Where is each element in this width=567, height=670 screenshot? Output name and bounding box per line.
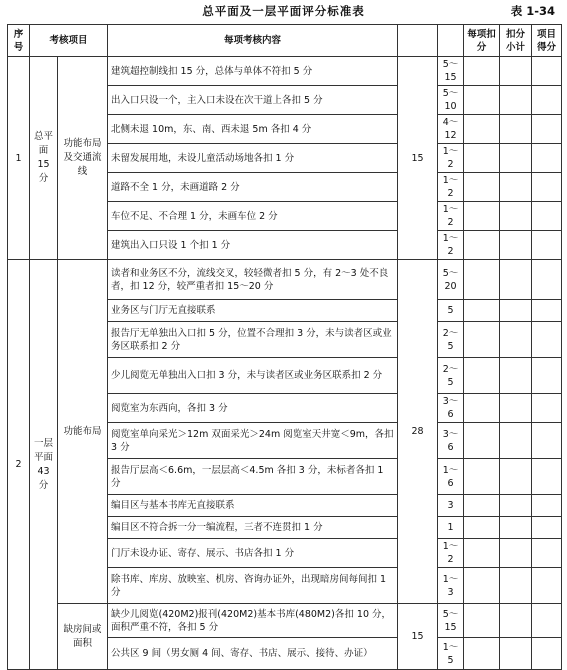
deduct-each-cell[interactable]	[464, 231, 500, 260]
deduction-range: 5	[438, 300, 464, 322]
deduct-each-cell[interactable]	[464, 144, 500, 173]
deduct-each-cell[interactable]	[464, 459, 500, 495]
criterion-text: 出入口只设一个，主入口未设在次干道上各扣 5 分	[108, 86, 398, 115]
subgroup-name: 缺房间或面积	[58, 604, 108, 670]
table-row	[8, 57, 562, 86]
header-row	[8, 25, 562, 57]
criterion-text: 建筑出入口只设 1 个扣 1 分	[108, 231, 398, 260]
deduction-range: 3～6	[438, 394, 464, 423]
criterion-text: 报告厅无单独出入口扣 5 分，位置不合理扣 3 分，未与读者区或业务区联系扣 2 分	[108, 322, 398, 358]
subgroup-score: 15	[398, 604, 438, 670]
criterion-text: 北侧未退 10m，东、南、西未退 5m 各扣 4 分	[108, 115, 398, 144]
deduct-each-cell[interactable]	[464, 86, 500, 115]
item-score-cell[interactable]	[532, 115, 562, 144]
criterion-text: 报告厅层高＜6.6m，一层层高＜4.5m 各扣 3 分，未标者各扣 1 分	[108, 459, 398, 495]
header-blank-2	[438, 25, 464, 57]
deduction-range: 1～2	[438, 173, 464, 202]
deduct-each-cell[interactable]	[464, 260, 500, 300]
deduct-subtotal-cell[interactable]	[500, 358, 532, 394]
item-score-cell[interactable]	[532, 202, 562, 231]
deduction-range: 1～5	[438, 638, 464, 670]
criterion-text: 少儿阅览无单独出入口扣 3 分，未与读者区或业务区联系扣 2 分	[108, 358, 398, 394]
subgroup-name: 功能布局及交通流线	[58, 57, 108, 260]
header-seq: 序号	[8, 25, 30, 57]
deduct-subtotal-cell[interactable]	[500, 115, 532, 144]
criterion-text: 门厅未设办证、寄存、展示、书店各扣 1 分	[108, 539, 398, 568]
item-score-cell[interactable]	[532, 144, 562, 173]
deduct-each-cell[interactable]	[464, 517, 500, 539]
deduct-each-cell[interactable]	[464, 173, 500, 202]
deduct-each-cell[interactable]	[464, 568, 500, 604]
deduct-subtotal-cell[interactable]	[500, 394, 532, 423]
item-score-cell[interactable]	[532, 423, 562, 459]
deduction-range: 1～2	[438, 202, 464, 231]
section-seq: 2	[8, 260, 30, 670]
item-score-cell[interactable]	[532, 517, 562, 539]
deduct-each-cell[interactable]	[464, 539, 500, 568]
deduct-each-cell[interactable]	[464, 202, 500, 231]
section-category: 一层平面43分	[30, 260, 58, 670]
deduction-range: 5～20	[438, 260, 464, 300]
deduct-subtotal-cell[interactable]	[500, 173, 532, 202]
item-score-cell[interactable]	[532, 173, 562, 202]
header-item-score: 项目得分	[532, 25, 562, 57]
subgroup-name: 功能布局	[58, 260, 108, 604]
deduct-each-cell[interactable]	[464, 300, 500, 322]
deduct-subtotal-cell[interactable]	[500, 260, 532, 300]
item-score-cell[interactable]	[532, 394, 562, 423]
criterion-text: 编目区不符合拆一分一编流程，三者不连贯扣 1 分	[108, 517, 398, 539]
deduction-range: 2～5	[438, 322, 464, 358]
deduct-each-cell[interactable]	[464, 638, 500, 670]
table-row	[8, 260, 562, 300]
criterion-text: 编目区与基本书库无直接联系	[108, 495, 398, 517]
deduct-subtotal-cell[interactable]	[500, 638, 532, 670]
deduct-each-cell[interactable]	[464, 358, 500, 394]
header-item: 考核项目	[30, 25, 108, 57]
deduction-range: 1～2	[438, 231, 464, 260]
deduct-subtotal-cell[interactable]	[500, 423, 532, 459]
deduct-subtotal-cell[interactable]	[500, 300, 532, 322]
criterion-text: 公共区 9 间（男女厕 4 间、寄存、书店、展示、接待、办证）	[108, 638, 398, 670]
header-blank-1	[398, 25, 438, 57]
deduct-each-cell[interactable]	[464, 115, 500, 144]
item-score-cell[interactable]	[532, 358, 562, 394]
deduct-each-cell[interactable]	[464, 423, 500, 459]
section-seq: 1	[8, 57, 30, 260]
item-score-cell[interactable]	[532, 300, 562, 322]
table-number: 表 1-34	[510, 4, 555, 18]
deduct-subtotal-cell[interactable]	[500, 517, 532, 539]
item-score-cell[interactable]	[532, 539, 562, 568]
section-category: 总平面15分	[30, 57, 58, 260]
deduct-subtotal-cell[interactable]	[500, 459, 532, 495]
deduct-subtotal-cell[interactable]	[500, 231, 532, 260]
deduction-range: 5～10	[438, 86, 464, 115]
deduction-range: 1	[438, 517, 464, 539]
header-deduct-each: 每项扣分	[464, 25, 500, 57]
header-deduct-subtotal: 扣分小计	[500, 25, 532, 57]
criterion-text: 车位不足、不合理 1 分，未画车位 2 分	[108, 202, 398, 231]
criterion-text: 未留发展用地，未设儿童活动场地各扣 1 分	[108, 144, 398, 173]
deduction-range: 1～3	[438, 568, 464, 604]
item-score-cell[interactable]	[532, 638, 562, 670]
header-content: 每项考核内容	[108, 25, 398, 57]
deduct-subtotal-cell[interactable]	[500, 322, 532, 358]
deduction-range: 5～15	[438, 604, 464, 638]
deduction-range: 2～5	[438, 358, 464, 394]
deduction-range: 1～2	[438, 539, 464, 568]
deduct-subtotal-cell[interactable]	[500, 202, 532, 231]
deduction-range: 3	[438, 495, 464, 517]
table-caption	[0, 0, 567, 22]
criterion-text: 读者和业务区不分，流线交叉，较轻微者扣 5 分，有 2～3 处不良者，扣 12 分，较严重者扣 15～20 分	[108, 260, 398, 300]
deduct-subtotal-cell[interactable]	[500, 144, 532, 173]
deduction-range: 5～15	[438, 57, 464, 86]
deduct-subtotal-cell[interactable]	[500, 57, 532, 86]
item-score-cell[interactable]	[532, 231, 562, 260]
deduction-range: 4～12	[438, 115, 464, 144]
scoring-table	[7, 24, 562, 670]
criterion-text: 业务区与门厅无直接联系	[108, 300, 398, 322]
subgroup-score: 15	[398, 57, 438, 260]
deduct-subtotal-cell[interactable]	[500, 86, 532, 115]
criterion-text: 道路不全 1 分，未画道路 2 分	[108, 173, 398, 202]
deduct-each-cell[interactable]	[464, 394, 500, 423]
deduction-range: 1～6	[438, 459, 464, 495]
deduct-each-cell[interactable]	[464, 322, 500, 358]
item-score-cell[interactable]	[532, 459, 562, 495]
item-score-cell[interactable]	[532, 57, 562, 86]
item-score-cell[interactable]	[532, 260, 562, 300]
criterion-text: 建筑超控制线扣 15 分，总体与单体不符扣 5 分	[108, 57, 398, 86]
criterion-text: 阅览室为东西向，各扣 3 分	[108, 394, 398, 423]
criterion-text: 阅览室单向采光＞12m 双面采光＞24m 阅览室天井宽＜9m，各扣 3 分	[108, 423, 398, 459]
deduct-subtotal-cell[interactable]	[500, 495, 532, 517]
deduction-range: 3～6	[438, 423, 464, 459]
item-score-cell[interactable]	[532, 568, 562, 604]
table-title: 总平面及一层平面评分标准表	[202, 4, 365, 18]
subgroup-score: 28	[398, 260, 438, 604]
deduct-each-cell[interactable]	[464, 57, 500, 86]
item-score-cell[interactable]	[532, 86, 562, 115]
item-score-cell[interactable]	[532, 495, 562, 517]
criterion-text: 缺少儿阅览(420M2)报刊(420M2)基本书库(480M2)各扣 10 分，面积严重不符，各扣 5 分	[108, 604, 398, 638]
deduct-subtotal-cell[interactable]	[500, 539, 532, 568]
criterion-text: 除书库、库房、放映室、机房、咨询办证外，出现暗房间每间扣 1 分	[108, 568, 398, 604]
item-score-cell[interactable]	[532, 322, 562, 358]
table-body	[8, 57, 562, 670]
deduction-range: 1～2	[438, 144, 464, 173]
deduct-subtotal-cell[interactable]	[500, 568, 532, 604]
deduct-each-cell[interactable]	[464, 495, 500, 517]
